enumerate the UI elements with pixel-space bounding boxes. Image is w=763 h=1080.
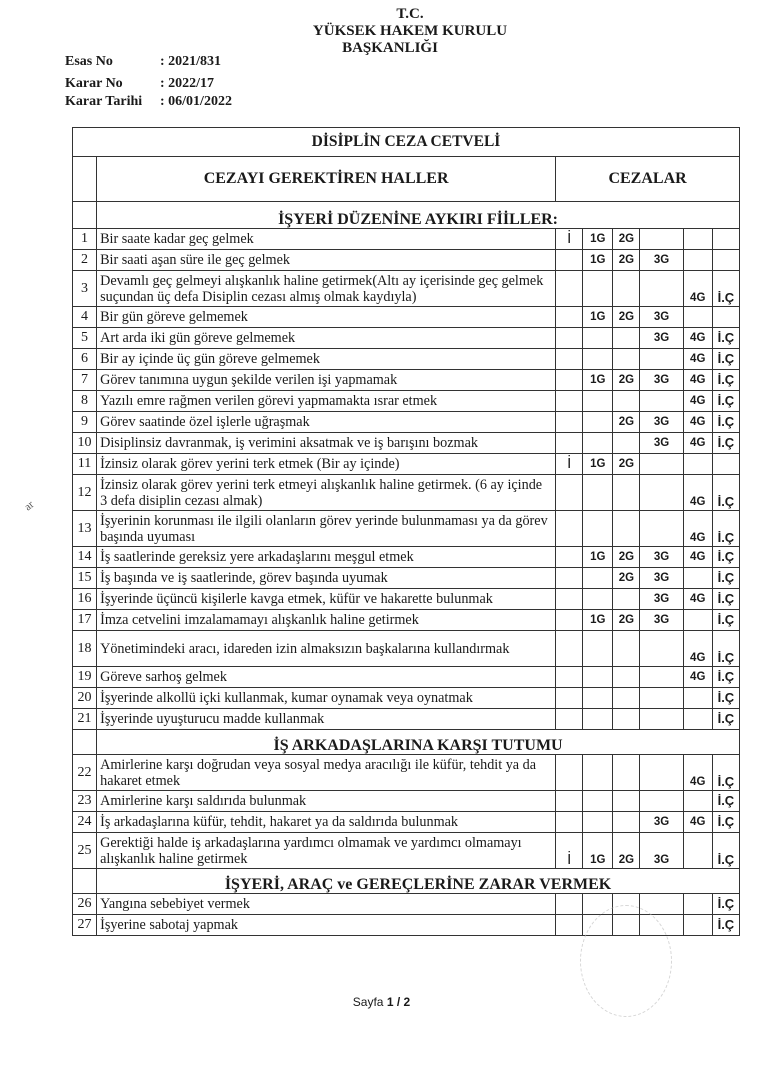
- violation-text: Yönetimindeki aracı, idareden izin almaksızın başkalarına kullandırmak: [97, 631, 556, 667]
- penalty-dismissal: İ.Ç: [712, 475, 739, 511]
- penalty-dismissal: İ.Ç: [712, 791, 739, 812]
- penalty-warning: İ: [556, 833, 583, 869]
- penalty-warning: [556, 328, 583, 349]
- column-header-row: [73, 157, 740, 202]
- table-row: [73, 589, 740, 610]
- penalty-3g: [640, 667, 683, 688]
- penalty-1g: [583, 688, 613, 709]
- row-number: 14: [73, 547, 97, 568]
- penalty-warning: İ: [556, 454, 583, 475]
- penalty-3g: [640, 229, 683, 250]
- penalty-1g: [583, 755, 613, 791]
- violation-text: Göreve sarhoş gelmek: [97, 667, 556, 688]
- penalty-3g: [640, 475, 683, 511]
- penalty-3g: 3G: [640, 610, 683, 631]
- penalty-4g: 4G: [683, 433, 712, 454]
- penalty-3g: [640, 709, 683, 730]
- table-row: [73, 370, 740, 391]
- penalty-dismissal: [712, 307, 739, 328]
- table-row: [73, 812, 740, 833]
- penalty-2g: [613, 688, 640, 709]
- penalty-dismissal: İ.Ç: [712, 271, 739, 307]
- penalty-warning: [556, 391, 583, 412]
- table-row: [73, 833, 740, 869]
- row-number: 7: [73, 370, 97, 391]
- penalty-4g: [683, 688, 712, 709]
- violation-text: İşyerinde uyuşturucu madde kullanmak: [97, 709, 556, 730]
- penalty-1g: [583, 709, 613, 730]
- violation-text: Amirlerine karşı saldırıda bulunmak: [97, 791, 556, 812]
- violation-text: Amirlerine karşı doğrudan veya sosyal medya aracılığı ile küfür, tehdit ya da hakaret etmek: [97, 755, 556, 791]
- penalty-4g: [683, 454, 712, 475]
- penalty-1g: 1G: [583, 833, 613, 869]
- penalty-4g: [683, 894, 712, 915]
- penalty-3g: 3G: [640, 307, 683, 328]
- penalty-warning: [556, 547, 583, 568]
- penalty-2g: [613, 511, 640, 547]
- penalty-warning: [556, 271, 583, 307]
- penalty-dismissal: İ.Ç: [712, 915, 739, 936]
- penalty-2g: [613, 349, 640, 370]
- penalty-1g: [583, 412, 613, 433]
- violation-text: Bir saati aşan süre ile geç gelmek: [97, 250, 556, 271]
- violation-text: Art arda iki gün göreve gelmemek: [97, 328, 556, 349]
- penalty-warning: [556, 568, 583, 589]
- penalty-4g: 4G: [683, 547, 712, 568]
- table-row: [73, 412, 740, 433]
- penalty-warning: [556, 688, 583, 709]
- violation-text: İşyerine sabotaj yapmak: [97, 915, 556, 936]
- penalty-2g: [613, 631, 640, 667]
- violation-text: Gerektiği halde iş arkadaşlarına yardımcı olmamak ve yardımcı olmamayı alışkanlık haline getirmek: [97, 833, 556, 869]
- penalty-warning: [556, 894, 583, 915]
- column-header-cases: CEZAYI GEREKTİREN HALLER: [97, 157, 556, 202]
- violation-text: İzinsiz olarak görev yerini terk etmek (Bir ay içinde): [97, 454, 556, 475]
- penalty-3g: [640, 454, 683, 475]
- penalty-warning: [556, 412, 583, 433]
- penalty-4g: 4G: [683, 667, 712, 688]
- penalty-warning: [556, 631, 583, 667]
- row-number: 10: [73, 433, 97, 454]
- margin-handwritten-mark: ar: [22, 498, 37, 514]
- table-title-row: [73, 128, 740, 157]
- row-number: 27: [73, 915, 97, 936]
- penalty-warning: [556, 511, 583, 547]
- penalty-4g: 4G: [683, 349, 712, 370]
- penalty-2g: 2G: [613, 412, 640, 433]
- penalty-2g: [613, 391, 640, 412]
- penalty-3g: 3G: [640, 250, 683, 271]
- penalty-warning: [556, 589, 583, 610]
- penalty-1g: [583, 631, 613, 667]
- penalty-dismissal: İ.Ç: [712, 833, 739, 869]
- row-number: 19: [73, 667, 97, 688]
- penalty-dismissal: İ.Ç: [712, 709, 739, 730]
- row-number: 16: [73, 589, 97, 610]
- penalty-1g: 1G: [583, 307, 613, 328]
- penalty-dismissal: İ.Ç: [712, 433, 739, 454]
- penalty-1g: 1G: [583, 250, 613, 271]
- row-number: 22: [73, 755, 97, 791]
- penalty-4g: [683, 610, 712, 631]
- violation-text: İş saatlerinde gereksiz yere arkadaşlarını meşgul etmek: [97, 547, 556, 568]
- penalty-3g: 3G: [640, 589, 683, 610]
- table-row: [73, 667, 740, 688]
- section-title: İŞYERİ, ARAÇ ve GEREÇLERİNE ZARAR VERMEK: [97, 869, 740, 894]
- penalty-2g: 2G: [613, 250, 640, 271]
- row-number: 17: [73, 610, 97, 631]
- penalty-2g: 2G: [613, 610, 640, 631]
- table-row: [73, 791, 740, 812]
- penalty-1g: [583, 791, 613, 812]
- penalty-3g: [640, 391, 683, 412]
- penalty-4g: [683, 833, 712, 869]
- penalty-warning: [556, 915, 583, 936]
- header-presidency: BAŞKANLIĞI: [342, 40, 438, 56]
- penalty-1g: [583, 349, 613, 370]
- penalty-4g: [683, 307, 712, 328]
- penalty-dismissal: İ.Ç: [712, 688, 739, 709]
- table-row: [73, 391, 740, 412]
- penalty-4g: [683, 250, 712, 271]
- table-row: [73, 475, 740, 511]
- page-label: Sayfa: [352, 995, 384, 1009]
- meta-karar-tarihi: Karar Tarihi : 06/01/2022: [65, 94, 232, 109]
- penalty-3g: [640, 755, 683, 791]
- table-row: [73, 631, 740, 667]
- table-row: [73, 250, 740, 271]
- penalty-4g: [683, 915, 712, 936]
- penalty-dismissal: [712, 454, 739, 475]
- penalty-2g: [613, 709, 640, 730]
- table-row: [73, 688, 740, 709]
- meta-esas-no: Esas No : 2021/831: [65, 54, 222, 69]
- penalty-warning: [556, 812, 583, 833]
- penalty-warning: [556, 755, 583, 791]
- penalty-1g: 1G: [583, 454, 613, 475]
- violation-text: İşyerinde alkollü içki kullanmak, kumar oynamak veya oynatmak: [97, 688, 556, 709]
- header-tc: T.C.: [396, 6, 424, 22]
- penalty-dismissal: İ.Ç: [712, 631, 739, 667]
- penalty-2g: [613, 589, 640, 610]
- penalty-4g: 4G: [683, 328, 712, 349]
- penalty-dismissal: [712, 250, 739, 271]
- row-number: 2: [73, 250, 97, 271]
- row-number: 23: [73, 791, 97, 812]
- table-row: [73, 349, 740, 370]
- penalty-warning: [556, 433, 583, 454]
- penalty-4g: [683, 709, 712, 730]
- section-header-row: [73, 869, 740, 894]
- row-number: 8: [73, 391, 97, 412]
- penalty-1g: [583, 511, 613, 547]
- penalty-2g: [613, 667, 640, 688]
- penalty-dismissal: İ.Ç: [712, 589, 739, 610]
- penalty-warning: [556, 475, 583, 511]
- table-row: [73, 433, 740, 454]
- row-number: 13: [73, 511, 97, 547]
- violation-text: İş başında ve iş saatlerinde, görev başında uyumak: [97, 568, 556, 589]
- penalty-3g: [640, 349, 683, 370]
- penalty-2g: 2G: [613, 454, 640, 475]
- penalty-4g: [683, 229, 712, 250]
- section-title: İŞ ARKADAŞLARINA KARŞI TUTUMU: [97, 730, 740, 755]
- violation-text: Yazılı emre rağmen verilen görevi yapmamakta ısrar etmek: [97, 391, 556, 412]
- penalty-3g: [640, 511, 683, 547]
- row-number: 20: [73, 688, 97, 709]
- penalty-4g: 4G: [683, 511, 712, 547]
- row-number: 3: [73, 271, 97, 307]
- penalty-4g: 4G: [683, 370, 712, 391]
- violation-text: Bir ay içinde üç gün göreve gelmemek: [97, 349, 556, 370]
- penalty-dismissal: İ.Ç: [712, 667, 739, 688]
- penalty-1g: [583, 475, 613, 511]
- penalty-3g: 3G: [640, 568, 683, 589]
- penalty-2g: [613, 755, 640, 791]
- penalty-dismissal: İ.Ç: [712, 391, 739, 412]
- penalty-2g: [613, 328, 640, 349]
- penalty-1g: 1G: [583, 610, 613, 631]
- penalty-3g: 3G: [640, 412, 683, 433]
- row-number: 26: [73, 894, 97, 915]
- section-header-row: [73, 202, 740, 229]
- penalty-warning: İ: [556, 229, 583, 250]
- meta-karar-no: Karar No : 2022/17: [65, 76, 215, 91]
- violation-text: İmza cetvelini imzalamamayı alışkanlık haline getirmek: [97, 610, 556, 631]
- penalty-4g: 4G: [683, 631, 712, 667]
- penalty-schedule-table: [72, 127, 740, 936]
- penalty-4g: 4G: [683, 589, 712, 610]
- penalty-1g: [583, 667, 613, 688]
- penalty-2g: 2G: [613, 547, 640, 568]
- penalty-2g: 2G: [613, 833, 640, 869]
- penalty-1g: [583, 568, 613, 589]
- penalty-2g: 2G: [613, 229, 640, 250]
- penalty-warning: [556, 370, 583, 391]
- penalty-dismissal: İ.Ç: [712, 568, 739, 589]
- penalty-dismissal: İ.Ç: [712, 812, 739, 833]
- penalty-2g: [613, 475, 640, 511]
- penalty-dismissal: [712, 229, 739, 250]
- penalty-3g: 3G: [640, 328, 683, 349]
- violation-text: Görev saatinde özel işlerle uğraşmak: [97, 412, 556, 433]
- penalty-2g: 2G: [613, 568, 640, 589]
- table-row: [73, 271, 740, 307]
- penalty-dismissal: İ.Ç: [712, 511, 739, 547]
- penalty-warning: [556, 791, 583, 812]
- table-row: [73, 709, 740, 730]
- row-number: 5: [73, 328, 97, 349]
- penalty-dismissal: İ.Ç: [712, 610, 739, 631]
- table-row: [73, 229, 740, 250]
- penalty-4g: 4G: [683, 475, 712, 511]
- page-number: 1 / 2: [386, 995, 411, 1009]
- penalty-2g: [613, 791, 640, 812]
- row-number: 24: [73, 812, 97, 833]
- page-footer: [0, 995, 763, 1009]
- table-title: DİSİPLİN CEZA CETVELİ: [73, 128, 740, 157]
- penalty-3g: 3G: [640, 833, 683, 869]
- table-row: [73, 328, 740, 349]
- violation-text: Görev tanımına uygun şekilde verilen işi yapmamak: [97, 370, 556, 391]
- penalty-warning: [556, 709, 583, 730]
- penalty-3g: [640, 688, 683, 709]
- violation-text: Disiplinsiz davranmak, iş verimini aksatmak ve iş barışını bozmak: [97, 433, 556, 454]
- penalty-2g: [613, 433, 640, 454]
- penalty-2g: [613, 812, 640, 833]
- row-number: 21: [73, 709, 97, 730]
- penalty-3g: [640, 791, 683, 812]
- penalty-1g: [583, 328, 613, 349]
- penalty-1g: 1G: [583, 370, 613, 391]
- penalty-4g: 4G: [683, 812, 712, 833]
- column-header-penalties: CEZALAR: [556, 157, 740, 202]
- penalty-3g: 3G: [640, 547, 683, 568]
- penalty-dismissal: İ.Ç: [712, 755, 739, 791]
- penalty-1g: [583, 271, 613, 307]
- penalty-warning: [556, 610, 583, 631]
- violation-text: Yangına sebebiyet vermek: [97, 894, 556, 915]
- penalty-1g: [583, 589, 613, 610]
- table-row: [73, 454, 740, 475]
- section-header-row: [73, 730, 740, 755]
- violation-text: Devamlı geç gelmeyi alışkanlık haline getirmek(Altı ay içerisinde geç gelmek suçundan üç defa Disiplin cezası almış olmak kaydıyla): [97, 271, 556, 307]
- row-number: 9: [73, 412, 97, 433]
- penalty-warning: [556, 349, 583, 370]
- row-number: 12: [73, 475, 97, 511]
- violation-text: Bir gün göreve gelmemek: [97, 307, 556, 328]
- violation-text: Bir saate kadar geç gelmek: [97, 229, 556, 250]
- penalty-4g: 4G: [683, 755, 712, 791]
- violation-text: İşyerinin korunması ile ilgili olanların görev yerinde bulunmaması ya da görev başında uyuması: [97, 511, 556, 547]
- table-row: [73, 547, 740, 568]
- penalty-1g: 1G: [583, 229, 613, 250]
- row-number: 11: [73, 454, 97, 475]
- penalty-4g: [683, 568, 712, 589]
- table-row: [73, 568, 740, 589]
- table-row: [73, 307, 740, 328]
- penalty-3g: 3G: [640, 433, 683, 454]
- violation-text: İşyerinde üçüncü kişilerle kavga etmek, küfür ve hakarette bulunmak: [97, 589, 556, 610]
- violation-text: İzinsiz olarak görev yerini terk etmeyi alışkanlık haline getirmek. (6 ay içinde 3 defa disiplin cezası almak): [97, 475, 556, 511]
- penalty-1g: [583, 391, 613, 412]
- penalty-1g: [583, 812, 613, 833]
- penalty-3g: [640, 271, 683, 307]
- table-row: [73, 755, 740, 791]
- penalty-dismissal: İ.Ç: [712, 370, 739, 391]
- penalty-dismissal: İ.Ç: [712, 328, 739, 349]
- penalty-2g: 2G: [613, 370, 640, 391]
- penalty-4g: 4G: [683, 391, 712, 412]
- row-number: 18: [73, 631, 97, 667]
- penalty-2g: 2G: [613, 307, 640, 328]
- penalty-dismissal: İ.Ç: [712, 894, 739, 915]
- penalty-4g: [683, 791, 712, 812]
- penalty-warning: [556, 667, 583, 688]
- table-row: [73, 610, 740, 631]
- row-number: 25: [73, 833, 97, 869]
- penalty-warning: [556, 307, 583, 328]
- row-number: 15: [73, 568, 97, 589]
- section-title: İŞYERİ DÜZENİNE AYKIRI FİİLLER:: [97, 202, 740, 229]
- row-number: 4: [73, 307, 97, 328]
- penalty-4g: 4G: [683, 271, 712, 307]
- row-number: 6: [73, 349, 97, 370]
- penalty-warning: [556, 250, 583, 271]
- violation-text: İş arkadaşlarına küfür, tehdit, hakaret ya da saldırıda bulunmak: [97, 812, 556, 833]
- penalty-dismissal: İ.Ç: [712, 349, 739, 370]
- penalty-3g: [640, 631, 683, 667]
- header-institution: YÜKSEK HAKEM KURULU: [312, 23, 508, 39]
- penalty-dismissal: İ.Ç: [712, 412, 739, 433]
- penalty-4g: 4G: [683, 412, 712, 433]
- penalty-dismissal: İ.Ç: [712, 547, 739, 568]
- table-row: [73, 511, 740, 547]
- penalty-3g: 3G: [640, 812, 683, 833]
- penalty-2g: [613, 271, 640, 307]
- penalty-3g: 3G: [640, 370, 683, 391]
- row-number: 1: [73, 229, 97, 250]
- penalty-1g: [583, 433, 613, 454]
- penalty-1g: 1G: [583, 547, 613, 568]
